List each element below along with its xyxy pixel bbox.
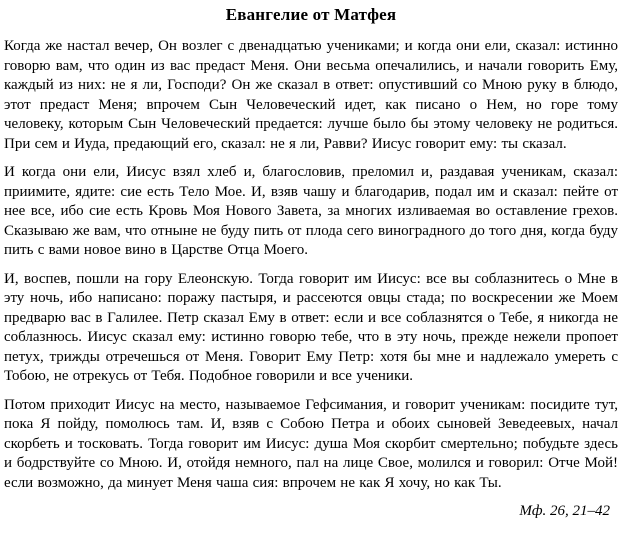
paragraph-4: Потом приходит Иисус на место, называемое Гефсимания, и говорит ученикам: посидите тут, пока Я пойду, помолюсь там. И, взяв с Собою Петра и обоих сыновей Зеведеевых, начал скорбеть и тосковать. Тогда говорит им Иисус: душа Моя скорбит смертельно; побудьте здесь и бодрствуйте со Мною. И, отойдя немного, пал на лице Свое, молился и говорил: Отче Мой! если возможно, да минует Меня чаша сия: впрочем не как Я хочу, но как Ты. <box>4 396 618 491</box>
paragraph-2: И когда они ели, Иисус взял хлеб и, благословив, преломил и, раздавая ученикам, сказал: приимите, ядите: сие есть Тело Мое. И, взяв чашу и благодарив, подал им и сказал: пейте от нее все, ибо сие есть Кровь Моя Нового Завета, за многих изливаемая во оставление грехов. Сказываю же вам, что отныне не буду пить от плода сего виноградного до того дня, когда буду пить с вами новое вино в Царстве Отца Моего. <box>4 164 618 258</box>
scripture-reference: Мф. 26, 21–42 <box>519 503 610 519</box>
paragraph-3: И, воспев, пошли на гору Елеонскую. Тогда говорит им Иисус: все вы соблазнитесь о Мне в эту ночь, ибо написано: поражу пастыря, и рассеются овцы стада; по воскресении же Моем предварю вас в Галилее. Петр сказал Ему в ответ: если и все соблазнятся о Тебе, я никогда не соблазнюсь. Иисус сказал ему: истинно говорю тебе, что в эту ночь, прежде нежели пропоет петух, трижды отречешься от Меня. Говорит Ему Петр: хотя бы мне и надлежало умереть с Тобою, не отрекусь от Тебя. Подобное говорили и все ученики. <box>4 270 618 384</box>
paragraph-1: Когда же настал вечер, Он возлег с двенадцатью учениками; и когда они ели, сказал: истинно говорю вам, что один из вас предаст Меня. Они весьма опечалились, и начали говорить Ему, каждый из них: не я ли, Господи? Он же сказал в ответ: опустивший со Мною руку в блюдо, этот предаст Меня; впрочем Сын Человеческий идет, как писано о Нем, но горе тому человеку, которым Сын Человеческий предается: лучше было бы этому человеку не родиться. При сем и Иуда, предающий его, сказал: не я ли, Равви? Иисус говорит ему: ты сказал. <box>4 38 618 152</box>
page-title: Евангелие от Матфея <box>225 5 397 24</box>
